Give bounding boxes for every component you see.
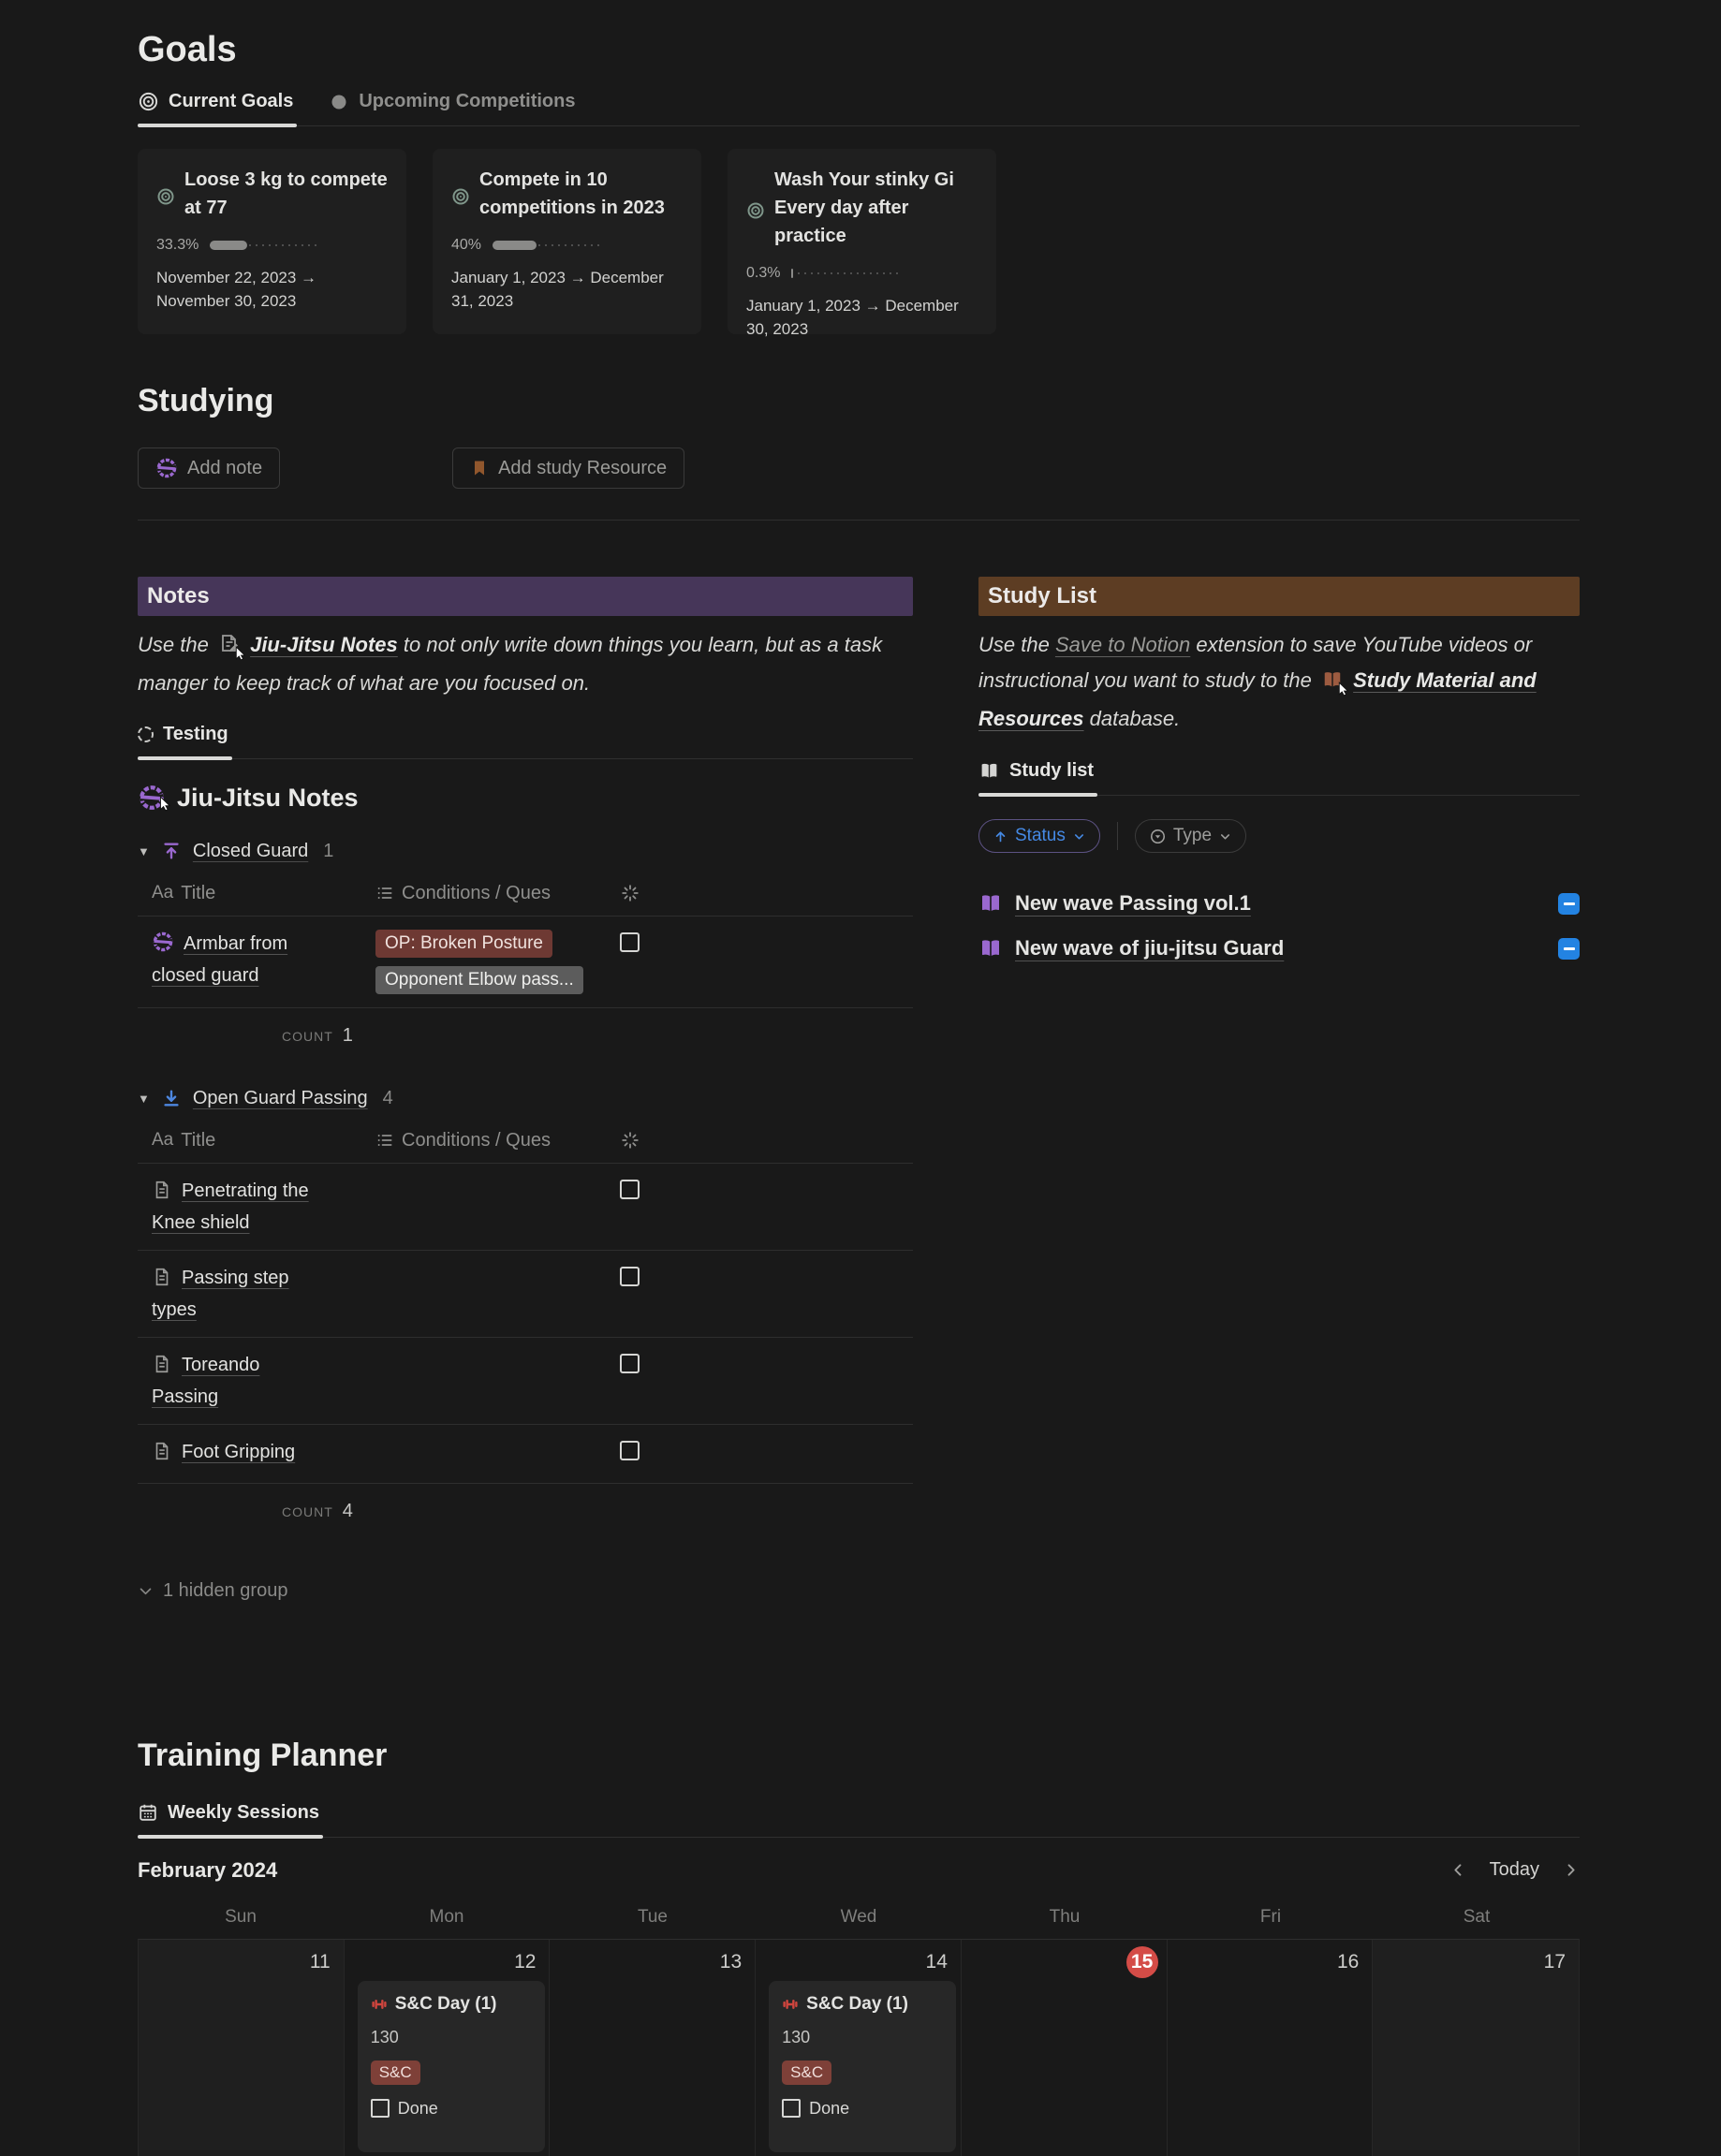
weekday-label: Thu: [1049, 1906, 1081, 1927]
dumbbell-icon: [371, 1996, 388, 2013]
remove-item-button[interactable]: [1558, 938, 1580, 960]
tag[interactable]: OP: Broken Posture: [375, 930, 552, 958]
row-checkbox[interactable]: [620, 1180, 640, 1199]
tab-weekly-sessions[interactable]: [138, 1802, 323, 1837]
goal-title: Wash Your stinky Gi Every day after practice: [774, 169, 954, 246]
goals-tab-row: [138, 91, 1580, 126]
button-label: Add study Resource: [498, 457, 668, 478]
dumbbell-icon: [782, 1996, 799, 2013]
study-items: [978, 881, 1580, 971]
event-value: 130: [370, 2027, 399, 2046]
bookmark-icon: [470, 458, 489, 478]
select-property-icon: [1149, 828, 1167, 845]
event-card[interactable]: [769, 1981, 956, 2152]
note-pencil-icon: [218, 630, 241, 666]
notes-header: Notes: [138, 577, 913, 616]
tab-label: Upcoming Competitions: [359, 91, 576, 111]
row-title-link[interactable]: Toreando Passing: [152, 1354, 260, 1407]
tag[interactable]: Opponent Elbow pass...: [375, 966, 583, 994]
chevron-down-icon: [138, 1583, 154, 1599]
list-item[interactable]: [978, 926, 1580, 971]
group-count: 4: [382, 1087, 393, 1108]
notes-tab-row: [138, 724, 913, 759]
date-number: 16: [1336, 1950, 1360, 1973]
tab-label: Weekly Sessions: [168, 1801, 319, 1823]
chevron-down-icon: [1072, 829, 1086, 843]
weekday-label: Sun: [225, 1906, 257, 1927]
chevron-right-icon[interactable]: [1562, 1861, 1580, 1879]
calendar-cell[interactable]: [139, 1940, 345, 2156]
group-name[interactable]: Open Guard Passing: [192, 1087, 368, 1108]
section-studying: [138, 383, 1580, 521]
notes-db-title: [138, 784, 913, 813]
goal-dates: January 1, 2023 → December 31, 2023: [451, 269, 664, 310]
column-conditions[interactable]: Conditions / Ques: [402, 1129, 551, 1151]
rosette-icon: [329, 92, 349, 112]
calendar-icon: [138, 1802, 158, 1823]
tab-label: Current Goals: [169, 91, 294, 111]
table-row[interactable]: [138, 1251, 913, 1338]
goal-percent: 40%: [451, 237, 482, 253]
tab-study-list[interactable]: [978, 760, 1097, 795]
progress-bar: [791, 269, 902, 278]
filter-divider: [1117, 822, 1118, 850]
column-title[interactable]: Title: [181, 1129, 216, 1151]
group-toggle-icon[interactable]: ▼: [138, 1091, 150, 1106]
goal-title: Loose 3 kg to compete at 77: [184, 169, 388, 218]
page-icon: [152, 1441, 172, 1470]
tab-current-goals[interactable]: [138, 91, 297, 125]
group-count: 1: [323, 840, 334, 861]
section-training-planner: [138, 1738, 1580, 2156]
notes-column: [138, 577, 913, 1602]
chevron-left-icon[interactable]: [1449, 1861, 1467, 1879]
group-toggle-icon[interactable]: ▼: [138, 843, 150, 858]
arrow-down-to-line-icon: [161, 1088, 182, 1108]
weekday-label: Mon: [429, 1906, 464, 1927]
open-book-icon: [978, 761, 1000, 781]
today-date-badge: 15: [1126, 1946, 1158, 1978]
training-tab-row: [138, 1802, 1580, 1838]
training-heading: Training Planner: [138, 1737, 388, 1773]
done-label: Done: [809, 2098, 850, 2118]
belt-icon: [152, 931, 174, 961]
goal-title: Compete in 10 competitions in 2023: [479, 169, 665, 218]
study-list-tab-row: [978, 760, 1580, 796]
add-note-button[interactable]: [138, 447, 280, 489]
belt-icon: [155, 457, 178, 479]
button-label: Add note: [187, 457, 263, 478]
done-checkbox[interactable]: [782, 2099, 801, 2118]
row-title-link[interactable]: Penetrating the Knee shield: [152, 1180, 309, 1233]
today-button[interactable]: Today: [1489, 1859, 1539, 1881]
tab-label: Testing: [163, 723, 228, 744]
calendar-cell[interactable]: [1373, 1940, 1579, 2156]
dashed-circle-icon: [138, 726, 154, 742]
target-icon: [746, 170, 765, 250]
item-title-link[interactable]: New wave Passing vol.1: [1015, 891, 1251, 916]
filter-row: [978, 819, 1580, 853]
hidden-group-toggle[interactable]: 1 hidden group: [138, 1580, 913, 1602]
calendar-cell[interactable]: [756, 1940, 962, 2156]
row-title-link[interactable]: Foot Gripping: [182, 1441, 296, 1462]
notes-description: Use the Jiu-Jitsu Notes to not only write down things you learn, but as a task manger to keep track of what are you focused on.: [138, 627, 913, 701]
calendar-cell[interactable]: [962, 1940, 1168, 2156]
goal-percent: 0.3%: [746, 265, 781, 281]
open-book-icon: [1321, 666, 1344, 701]
calendar-cell[interactable]: [345, 1940, 551, 2156]
status-filter-button[interactable]: Status: [978, 819, 1100, 853]
goal-card[interactable]: [433, 149, 701, 334]
calendar-grid: [138, 1939, 1580, 2156]
link-cursor-icon: [1338, 672, 1351, 708]
event-card[interactable]: [358, 1981, 545, 2152]
table-row[interactable]: [138, 917, 913, 1008]
date-number: 14: [925, 1950, 948, 1973]
event-value: 130: [782, 2027, 811, 2046]
progress-bar: [210, 241, 320, 250]
db-title-text[interactable]: Jiu-Jitsu Notes: [177, 783, 359, 812]
event-title: S&C Day (1): [806, 1993, 908, 2014]
table-row[interactable]: [138, 1164, 913, 1251]
goal-percent: 33.3%: [156, 237, 199, 253]
row-checkbox[interactable]: [620, 1441, 640, 1460]
arrow-up-to-line-icon: [161, 841, 182, 861]
row-title-link[interactable]: Armbar from closed guard: [152, 932, 288, 986]
bulleted-list-icon: [375, 1131, 394, 1150]
date-number: 17: [1543, 1950, 1567, 1973]
page-icon: [152, 1267, 172, 1296]
type-filter-button[interactable]: Type: [1135, 819, 1246, 853]
row-title-link[interactable]: Passing step types: [152, 1267, 289, 1320]
date-number: 12: [514, 1950, 537, 1973]
link-cursor-icon: [235, 637, 248, 672]
page-icon: [152, 1180, 172, 1209]
weekday-header-row: [138, 1907, 1580, 1928]
weekday-label: Tue: [637, 1906, 669, 1927]
tab-label: Study list: [1009, 760, 1095, 782]
month-label: February 2024: [138, 1857, 278, 1882]
study-list-column: [978, 577, 1580, 971]
study-list-header: Study List: [978, 577, 1580, 616]
table-header: Aa Title Conditions / Ques: [138, 1109, 913, 1164]
table-row[interactable]: [138, 1425, 913, 1484]
done-checkbox[interactable]: [371, 2099, 390, 2118]
goals-heading: Goals: [138, 30, 237, 69]
calendar-cell[interactable]: [1168, 1940, 1374, 2156]
section-divider: [138, 520, 1580, 521]
remove-item-button[interactable]: [1558, 893, 1580, 915]
group-footer: COUNT 1: [282, 1024, 353, 1046]
column-conditions[interactable]: Conditions / Ques: [402, 882, 551, 903]
group-open-guard-passing: [138, 1088, 913, 1109]
target-icon: [138, 91, 159, 112]
save-to-notion-link[interactable]: Save to Notion: [1054, 633, 1191, 656]
bulleted-list-icon: [375, 884, 394, 902]
item-title-link[interactable]: New wave of jiu-jitsu Guard: [1015, 936, 1285, 961]
done-label: Done: [397, 2098, 438, 2118]
goal-card[interactable]: [728, 149, 996, 338]
chevron-down-icon: [1218, 829, 1232, 843]
tab-testing[interactable]: [138, 724, 232, 758]
study-material-link[interactable]: Study Material and Resources: [978, 667, 1537, 730]
weekday-label: Wed: [840, 1906, 877, 1927]
calendar-toolbar: [138, 1858, 1580, 1883]
row-checkbox[interactable]: [620, 932, 640, 952]
weekday-label: Sat: [1463, 1906, 1491, 1927]
belt-icon: [138, 784, 166, 812]
list-item[interactable]: [978, 881, 1580, 926]
progress-bar: [493, 241, 603, 250]
goal-cards: [138, 149, 1580, 338]
tab-upcoming-competitions[interactable]: [329, 91, 579, 125]
section-goals: [138, 30, 1580, 338]
event-tag: S&C: [371, 2061, 420, 2085]
event-tag: S&C: [782, 2061, 831, 2085]
date-number: 13: [719, 1950, 743, 1973]
column-title[interactable]: Title: [181, 882, 216, 903]
table-header: Aa Title Conditions / Ques: [138, 862, 913, 917]
jiu-jitsu-notes-link[interactable]: Jiu-Jitsu Notes: [250, 633, 398, 656]
date-number: 11: [309, 1950, 331, 1973]
arrow-up-icon: [993, 829, 1008, 844]
event-title: S&C Day (1): [394, 1993, 497, 2014]
open-book-icon: [978, 937, 1003, 960]
status-spinner-icon[interactable]: [620, 1130, 640, 1151]
goal-dates: January 1, 2023 → December 30, 2023: [746, 297, 959, 338]
link-cursor-icon: [159, 789, 173, 818]
weekday-label: Fri: [1259, 1906, 1282, 1927]
row-checkbox[interactable]: [620, 1354, 640, 1373]
target-icon: [156, 170, 175, 222]
page-icon: [152, 1354, 172, 1383]
calendar-cell[interactable]: [550, 1940, 756, 2156]
row-checkbox[interactable]: [620, 1267, 640, 1286]
goal-dates: November 22, 2023 → November 30, 2023: [156, 269, 317, 310]
study-list-description: Use the Save to Notion extension to save YouTube videos or instructional you want to study to the Study Material and Resources database.: [978, 633, 1537, 730]
group-closed-guard: [138, 841, 913, 862]
group-footer: COUNT 4: [282, 1500, 353, 1521]
studying-heading: Studying: [138, 383, 274, 418]
target-icon: [451, 170, 470, 222]
add-study-resource-button[interactable]: [452, 447, 684, 489]
group-name[interactable]: Closed Guard: [192, 840, 309, 861]
table-row[interactable]: [138, 1338, 913, 1425]
status-spinner-icon[interactable]: [620, 883, 640, 903]
open-book-icon: [978, 892, 1003, 915]
goal-card[interactable]: [138, 149, 406, 334]
